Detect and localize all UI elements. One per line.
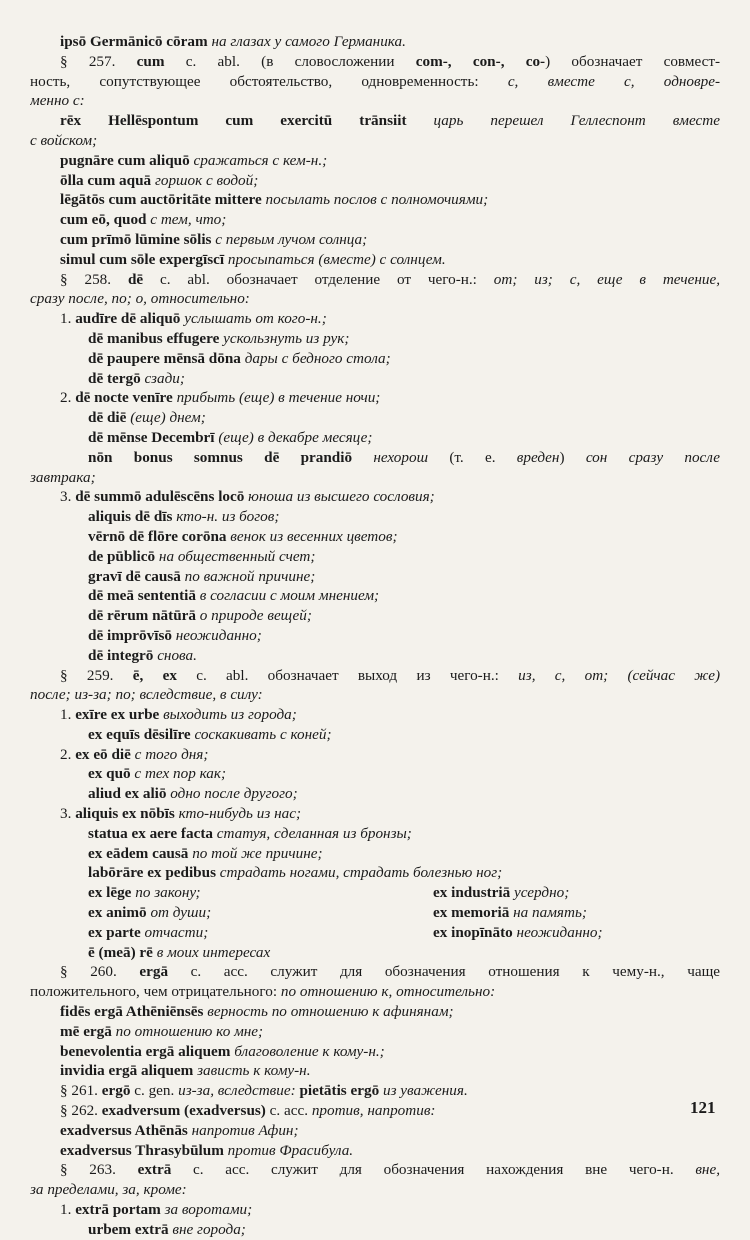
text-line [30,468,720,488]
column-right [433,883,569,903]
translation: с первым лучом солнца; [215,230,368,248]
text-line [30,1121,720,1141]
text-line [30,487,720,507]
translation: по важной причине; [184,567,316,585]
text-line [30,745,720,765]
text-line [30,1141,720,1161]
text: c. acc. служит для обозначения отношения к чему-н., чаще [168,963,720,981]
text-line [30,1220,720,1240]
translation: по закону; [135,884,201,902]
text: 2. [60,389,76,407]
translation: прибыть (еще) в течение ночи; [176,389,381,407]
text-line [30,111,720,131]
translation: в согласии с моим мнением; [199,587,380,605]
translation: вне города; [172,1220,246,1238]
translation: благоволение к кому-н.; [234,1042,385,1060]
text: c. acc. [265,1102,312,1120]
text-line [30,52,720,72]
column-left [88,923,433,943]
translation: кто-н. из богов; [176,508,280,526]
latin-term: dē diē [88,409,127,427]
text-line [30,1160,720,1180]
latin-term: ex parte [88,923,141,941]
text: § 263. [60,1161,138,1179]
text-line [30,32,720,52]
latin-term: ex inopīnāto [433,923,513,941]
text-line [30,863,720,883]
text: c. abl. обозначает выход из чего-н.: [176,666,519,684]
translation: в моих интересах [156,943,271,961]
translation: из-за, вследствие: [178,1082,296,1100]
text-line [30,1180,720,1200]
latin-term: de pūblicō [88,547,156,565]
latin-term: ex lēge [88,884,132,902]
latin-term: dē [127,270,144,288]
text: ность, сопутствующее обстоятельство, одновременность: [30,72,508,90]
latin-term: dē imprōvīsō [88,626,172,644]
latin-term: dē mēnse Decembrī [88,428,215,446]
translation: сразу после, по; о, относительно: [30,290,250,308]
text-line [30,962,720,982]
translation: из уважения. [382,1082,468,1100]
page-number: 121 [690,1098,716,1117]
text-line [30,725,720,745]
text: ) обозначает совмест- [545,52,720,70]
translation: сзади; [144,369,185,387]
latin-term: ex quō [88,765,131,783]
latin-term: aliquis ex nōbīs [75,805,175,823]
translation: о природе вещей; [199,607,312,625]
translation: завтрака; [30,468,96,486]
translation: снова. [157,646,197,664]
translation: ускользнуть из рук; [223,329,350,347]
text-line [30,1061,720,1081]
latin-term: ē (meā) rē [88,943,153,961]
latin-term: lēgātōs cum auctōritāte mittere [60,191,262,209]
latin-term: ex eādem causā [88,844,189,862]
latin-term: ex eō diē [75,745,131,763]
latin-term: ōlla cum aquā [60,171,152,189]
latin-term: pietātis ergō [299,1082,380,1100]
text-line [30,666,720,686]
translation: на общественный счет; [158,547,316,565]
translation: усердно; [514,884,570,902]
translation: верность по отношению к афинянам; [207,1003,454,1021]
translation: против, напротив: [311,1102,436,1120]
text-line [30,804,720,824]
text: § 259. [60,666,133,684]
text-line [30,388,720,408]
translation: неожиданно; [516,923,603,941]
text-line [30,626,720,646]
translation: с того дня; [134,745,209,763]
text-line [30,1081,720,1101]
text: 1. [60,706,76,724]
translation: вне, [695,1161,720,1179]
translation: по той же причине; [192,844,323,862]
translation: за пределами, за, кроме: [30,1181,187,1199]
text-line [30,784,720,804]
translation: нехорош [373,448,429,466]
latin-term: cum prīmō lūmine sōlis [60,230,212,248]
translation: просыпаться (вместе) с солнцем. [227,250,446,268]
text-line [30,230,720,250]
text-line [30,1022,720,1042]
translation: отчасти; [144,923,209,941]
translation: вреден [516,448,560,466]
text: c. gen. [130,1082,179,1100]
text: 3. [60,805,76,823]
text-line [30,844,720,864]
latin-term: extrā portam [75,1201,161,1219]
text-line [30,190,720,210]
latin-term: dē meā sententiā [88,587,196,605]
translation: после; из-за; по; вследствие, в силу: [30,686,263,704]
translation: услышать от кого-н.; [184,310,327,328]
text-line [30,151,720,171]
latin-term: exadversum (exadversus) [101,1102,266,1120]
translation: с, вместе с, одновре- [507,72,720,90]
translation: дары с бедного стола; [244,349,391,367]
translation: неожиданно; [175,626,262,644]
text-line [30,289,720,309]
text-line [30,349,720,369]
column-right [433,923,603,943]
translation: сражаться с кем-н.; [193,151,328,169]
text: положительного, чем отрицательного: [30,983,281,1001]
translation: (еще) днем; [130,409,206,427]
latin-term: audīre dē aliquō [75,310,181,328]
latin-term: dē rērum nātūrā [88,607,196,625]
text-line [30,329,720,349]
translation: кто-нибудь из нас; [178,805,302,823]
text-line [30,91,720,111]
translation: на память; [513,904,587,922]
text-line [30,1042,720,1062]
text: § 261. [60,1082,102,1100]
latin-term: exadversus Thrasybūlum [60,1141,224,1159]
text-line [30,448,720,468]
text-line [30,72,720,92]
latin-term: rēx Hellēspontum cum exercitū trānsiit [60,112,407,130]
latin-term: ex animō [88,904,147,922]
latin-term: gravī dē causā [88,567,181,585]
text-line [30,903,720,923]
latin-term: ergō [101,1082,131,1100]
text-line [30,507,720,527]
column-left [88,903,433,923]
text-line [30,646,720,666]
translation: по отношению ко мне; [115,1022,264,1040]
text-line [30,171,720,191]
text: c. acc. служит для обозначения нахождения вне чего-н. [171,1161,696,1179]
translation: с тем, что; [150,211,227,229]
translation: против Фрасибула. [227,1141,354,1159]
latin-term: dē nocte venīre [75,389,173,407]
latin-term: com-, con-, co- [415,52,546,70]
text-line [30,982,720,1002]
text-line [30,567,720,587]
translation: напротив Афин; [191,1121,299,1139]
text: 2. [60,745,76,763]
translation: за воротами; [164,1201,253,1219]
latin-term: dē summō adulēscēns locō [75,488,245,506]
text-line [30,685,720,705]
latin-term: urbem extrā [88,1220,169,1238]
latin-term: dē integrō [88,646,154,664]
translation: страдать ногами, страдать болезнью ног; [219,864,503,882]
text-line [30,408,720,428]
text-line [30,1200,720,1220]
text: c. abl. обозначает отделение от чего-н.: [143,270,494,288]
text-line [30,1002,720,1022]
text-line [30,943,720,963]
translation: соскакивать с коней; [194,725,332,743]
text: § 258. [60,270,128,288]
translation: по отношению к, относительно: [280,983,496,1001]
translation: с войском; [30,131,98,149]
text-line [30,428,720,448]
text-line [30,270,720,290]
latin-term: exadversus Athēnās [60,1121,188,1139]
text-line [30,586,720,606]
text: (т. е. [428,448,517,466]
text-line [30,210,720,230]
dictionary-page [30,32,720,1240]
text-line [30,883,720,903]
column-right [433,903,587,923]
translation: из, с, от; (сейчас же) [518,666,720,684]
text-line [30,369,720,389]
latin-term: exīre ex urbe [75,706,160,724]
text-line [30,131,720,151]
text-line [30,606,720,626]
text-line [30,309,720,329]
translation: посылать послов с полномочиями; [265,191,489,209]
latin-term: aliud ex aliō [88,785,167,803]
translation: (еще) в декабре месяце; [218,428,373,446]
latin-term: ergā [139,963,169,981]
latin-term: cum [136,52,165,70]
latin-term: labōrāre ex pedibus [88,864,216,882]
translation: менно с: [30,92,85,110]
text: 1. [60,310,76,328]
translation: царь перешел Геллеспонт вместе [433,112,720,130]
latin-term: ex equīs dēsilīre [88,725,191,743]
latin-term: simul cum sōle expergīscī [60,250,225,268]
text-line [30,824,720,844]
latin-term: ipsō Germānicō cōram [60,33,208,50]
translation: статуя, сделанная из бронзы; [216,824,412,842]
latin-term: ē, ex [132,666,177,684]
latin-term: extrā [137,1161,172,1179]
latin-term: pugnāre cum aliquō [60,151,190,169]
translation: с тех пор как; [134,765,227,783]
text-line [30,547,720,567]
column-left [88,883,433,903]
text: § 260. [60,963,140,981]
translation: горшок с водой; [154,171,259,189]
text-line [30,527,720,547]
latin-term: dē tergō [88,369,141,387]
translation: от; из; с, еще в течение, [493,270,720,288]
text-line [30,705,720,725]
latin-term: cum eō, quod [60,211,147,229]
translation: юноша из высшего сословия; [248,488,435,506]
text: 1. [60,1201,76,1219]
latin-term: benevolentia ergā aliquem [60,1042,231,1060]
translation: одно после другого; [170,785,298,803]
translation: венок из весенних цветов; [230,527,398,545]
latin-term: aliquis dē dīs [88,508,173,526]
text [352,449,373,466]
text: ) [559,448,586,466]
latin-term: ex memoriā [433,904,510,922]
translation: на глазах у самого Германика. [211,33,406,50]
text [407,112,434,129]
translation: от души; [150,904,212,922]
text-line [30,764,720,784]
latin-term: fidēs ergā Athēniēnsēs [60,1003,204,1021]
translation: сон сразу после [585,448,720,466]
latin-term: mē ergā [60,1022,112,1040]
text: c. abl. (в словосложении [164,52,416,70]
latin-term: statua ex aere facta [88,824,213,842]
latin-term: vērnō dē flōre corōna [88,527,227,545]
latin-term: dē paupere mēnsā dōna [88,349,241,367]
translation: зависть к кому-н. [197,1062,311,1080]
latin-term: invidia ergā aliquem [60,1062,194,1080]
text-line [30,250,720,270]
translation: выходить из города; [163,706,297,724]
text-line [30,1101,720,1121]
latin-term: ex industriā [433,884,511,902]
text: 3. [60,488,76,506]
text: § 257. [60,52,137,70]
text-line [30,923,720,943]
text: § 262. [60,1102,102,1120]
latin-term: dē manibus effugere [88,329,220,347]
latin-term: nōn bonus somnus dē prandiō [88,448,353,466]
